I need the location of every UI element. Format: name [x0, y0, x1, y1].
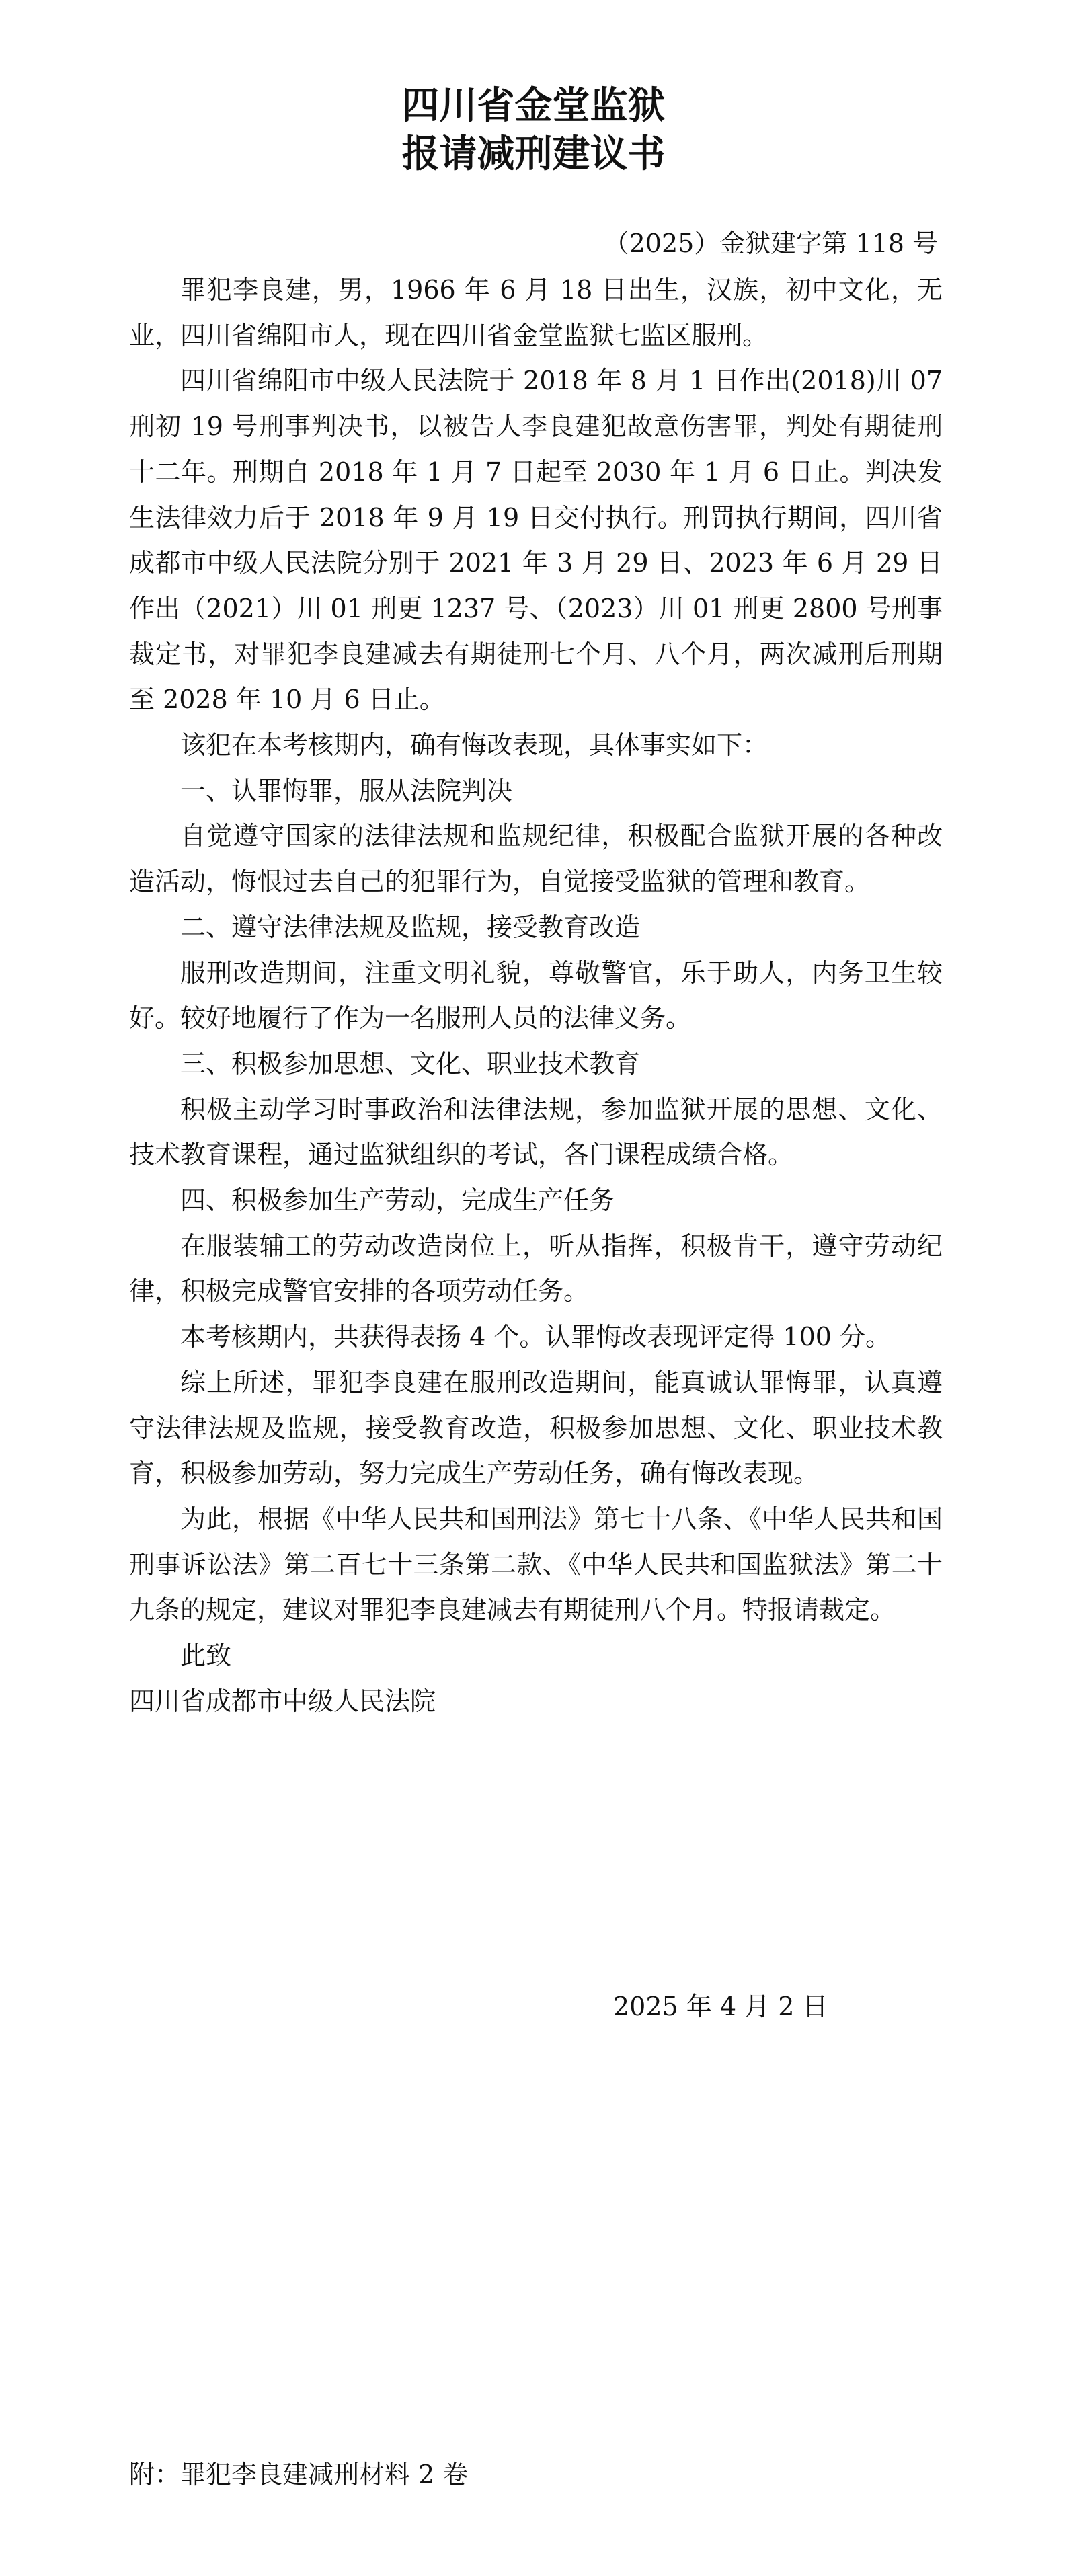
document-number: （2025）金狱建字第 118 号: [603, 229, 938, 258]
closing-salutation: 此致: [180, 1641, 232, 1671]
paragraph-offender-info: 罪犯李良建，男，1966 年 6 月 18 日出生，汉族，初中文化，无业，四川省绵阳市人，现在四川省金堂监狱七监区服刑。: [129, 275, 943, 350]
document-title: 报请减刑建议书: [401, 132, 666, 176]
section-body-3: 积极主动学习时事政治和法律法规，参加监狱开展的思想、文化、技术教育课程，通过监狱组织的考试，各门课程成绩合格。: [129, 1094, 943, 1170]
section-heading-3: 三、积极参加思想、文化、职业技术教育: [180, 1048, 641, 1079]
attachment-note: 附：罪犯李良建减刑材料 2 卷: [129, 2460, 469, 2489]
section-heading-1: 一、认罪悔罪，服从法院判决: [180, 775, 513, 806]
document-date: 2025 年 4 月 2 日: [613, 1992, 828, 2021]
paragraph-recommendation: 为此，根据《中华人民共和国刑法》第七十八条、《中华人民共和国刑事诉讼法》第二百七十三条第二款、《中华人民共和国监狱法》第二十九条的规定，建议对罪犯李良建减去有期徒刑八个月。特报请裁定。: [129, 1504, 943, 1625]
paragraph-sentence-history: 四川省绵阳市中级人民法院于 2018 年 8 月 1 日作出(2018)川 07 刑初 19 号刑事判决书，以被告人李良建犯故意伤害罪，判处有期徒刑十二年。刑期自 2018 年 1 月 7 日起至 2030 年 1 月 6 日止。判决发生法律效力后于 2018 年 9 月 19 日交付执行。刑罚执行期间，四川省成都市中级人民法院分别于 2021 年 3 月 29 日、2023 年 6 月 29 日作出（2021）川 01 刑更 1237 号、（2023）川 01 刑更 2800 号刑事裁定书，对罪犯李良建减去有期徒刑七个月、八个月，两次减刑后刑期至 2028 年 10 月 6 日止。: [129, 366, 943, 715]
paragraph-assessment: 本考核期内，共获得表扬 4 个。认罪悔改表现评定得 100 分。: [180, 1322, 892, 1352]
paragraph-intro-facts: 该犯在本考核期内，确有悔改表现，具体事实如下：: [180, 730, 768, 760]
document-body: [129, 268, 943, 1725]
paragraph-summary: 综上所述，罪犯李良建在服刑改造期间，能真诚认罪悔罪，认真遵守法律法规及监规，接受教育改造，积极参加思想、文化、职业技术教育，积极参加劳动，努力完成生产劳动任务，确有悔改表现。: [129, 1367, 943, 1489]
section-body-1: 自觉遵守国家的法律法规和监规纪律，积极配合监狱开展的各种改造活动，悔恨过去自己的犯罪行为，自觉接受监狱的管理和教育。: [129, 821, 943, 897]
section-body-2: 服刑改造期间，注重文明礼貌，尊敬警官，乐于助人，内务卫生较好。较好地履行了作为一名服刑人员的法律义务。: [129, 958, 943, 1033]
org-title: 四川省金堂监狱: [401, 84, 666, 128]
section-heading-2: 二、遵守法律法规及监规，接受教育改造: [180, 912, 641, 942]
section-body-4: 在服装辅工的劳动改造岗位上，听从指挥，积极肯干，遵守劳动纪律，积极完成警官安排的各项劳动任务。: [129, 1231, 943, 1306]
section-heading-4: 四、积极参加生产劳动，完成生产任务: [180, 1185, 615, 1216]
recipient-court: 四川省成都市中级人民法院: [129, 1686, 436, 1716]
